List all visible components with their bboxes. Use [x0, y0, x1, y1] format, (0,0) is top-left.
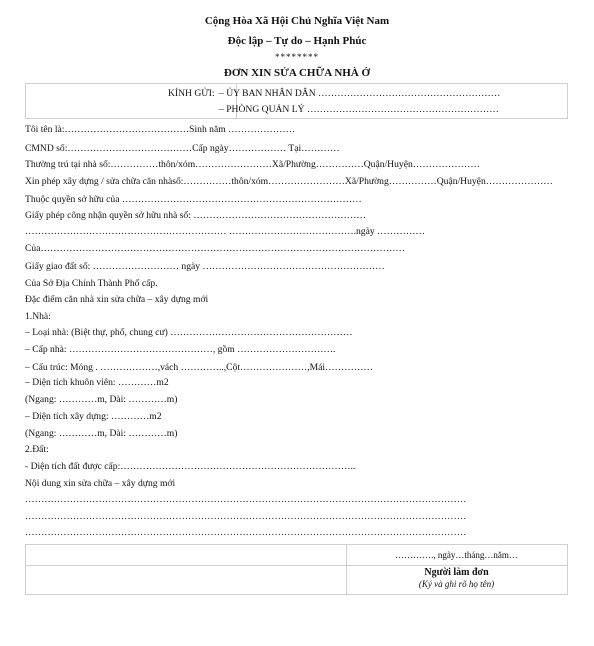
field-owner: Thuộc quyền sở hữu của ………………………………………………………………… [25, 194, 362, 205]
field-building-dimensions: (Ngang: …………m, Dài: …………m) [25, 428, 178, 439]
field-ownership-certificate: Giấy phép công nhận quyền sở hữu nhà số: ……………………………………………… [25, 210, 366, 221]
repair-content-line-1: ………………………………………………………………………………………………………………………… [25, 494, 467, 505]
section-land: 2.Đất: [25, 444, 49, 455]
field-land-issuer: Của Sở Địa Chính Thành Phố cấp. [25, 278, 158, 289]
repair-content-line-2: ………………………………………………………………………………………………………………………… [25, 511, 467, 522]
form-title: ĐƠN XIN SỬA CHỮA NHÀ Ở [223, 67, 371, 79]
signature-box [25, 544, 568, 595]
signature-date-line: …………., ngày…tháng…năm… [395, 550, 518, 560]
signature-note: (Ký và ghi rõ họ tên) [418, 579, 495, 589]
signature-box-divider-horizontal [26, 565, 567, 566]
repair-content-line-3: ………………………………………………………………………………………………………………………… [25, 527, 467, 538]
field-lot-area: – Diện tích khuôn viên: …………m2 [25, 377, 169, 388]
field-lot-dimensions: (Ngang: …………m, Dài: …………m) [25, 394, 178, 405]
field-structure: – Cấu trúc: Móng . ………………,vách …………..,Cột…………………,Mái…………… [25, 362, 374, 373]
field-certificate-date: ……………………………………………………… ………………………………….ngày …………… [25, 226, 426, 237]
field-full-name: Tôi tên là:…………………………………Sinh năm ………………… [25, 124, 296, 135]
field-house-grade: – Cấp nhà: ………………………………………, gồm …………………………. [25, 344, 336, 355]
recipient-line-management-office: – PHÒNG QUẢN LÝ …………………………………………………… [219, 104, 499, 115]
recipient-line-people-committee: – ỦY BAN NHÂN DÂN ………………………………………………… [219, 88, 501, 99]
separator-stars: ******** [275, 52, 319, 62]
nation-heading: Cộng Hòa Xã Hội Chủ Nghĩa Việt Nam [204, 15, 390, 27]
field-land-allocation: Giấy giao đất số: ……………………… ngày ………………………………………………… [25, 261, 385, 272]
signature-title: Người làm đơn [424, 567, 489, 578]
field-house-type: – Loại nhà: (Biệt thự, phố, chung cư) ………………………………………………… [25, 327, 353, 338]
field-building-area: – Diện tích xây dựng: …………m2 [25, 411, 162, 422]
section-house-features: Đặc điểm căn nhà xin sửa chữa – xây dựng mới [25, 294, 209, 305]
field-permanent-address: Thường trú tại nhà số:……………thôn/xóm……………………Xã/Phường……………Quận/Huyện………………… [25, 159, 480, 170]
section-repair-content: Nội dung xin sửa chữa – xây dựng mới [25, 478, 176, 489]
field-house-address: Xin phép xây dựng / sửa chữa căn nhàsố:……………thôn/xóm……………………Xã/Phường……………Quận/Huyện………………… [25, 176, 553, 187]
field-certificate-issuer: Của…………………………………………………………………………………………………… [25, 243, 406, 254]
recipient-label: KÍNH GỬI: [168, 88, 215, 99]
field-id-card: CMND số:…………………………………Cấp ngày……………… Tại………… [25, 143, 340, 154]
motto-heading: Độc lập – Tự do – Hạnh Phúc [227, 35, 367, 47]
field-land-area: - Diện tích đất được cấp:……………………………………………………………….. [25, 461, 356, 472]
section-house: 1.Nhà: [25, 311, 51, 322]
recipient-box [25, 83, 568, 119]
